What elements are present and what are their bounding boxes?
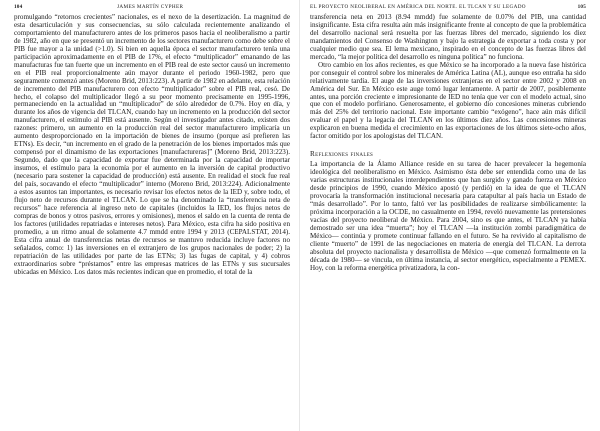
paragraph: promulgando “retornos crecientes” nacionales, es el nexo de la desertización. La magnitud de esta desarticulación y sus consecuencias, su sólo calculada recientemente analizando el comportamiento del manufacturero antes de los primeros pasos hacia el neoliberalismo a partir de 1982, año en que se presentó un incremento de los sectores manufacturero como debe sobre el PIB fue mayor a la unidad (>1.0). Si bien en aquella época el sector manufacturero tenía una participación aproximadamente en el PIB de 17%, el efecto “multiplicador” emanando de las manufacturas fue tan fuerte que un incremento en el PIB real de este sector causó un incremento en el PIB real proporcionalmente aún mayor durante el periodo 1960-1982, pero que seguramente comenzó antes (Moreno Brid, 2013:223). A partir de 1982 en adelante, esta relación de incremento del PIB manufacturero con efecto “multiplicador” sobre el PIB real, cesó. De hecho, el colapso del multiplicador llegó a su peor momento precisamente en 1995-1996, permaneciendo en la actualidad un “multiplicador” de sólo alrededor de 0.7%. Hoy en día, y durante los años de vigencia del TLCAN, cuando hay un incremento en la producción del sector manufacturero, el estímulo al PIB está ausente. Según el investigador antes citado, existen dos razones: primero, un aumento en la producción real del sector manufacturero implicaría un aumento desproporcionado en la importación de bienes de insumo (porque así prefieren las ETNs). Es decir, “un incremento en el grado de la penetración de los bienes importados más que compensó por el dinamismo de las exportaciones [manufactureras]” (Moreno Brid, 2013:223). Segundo, dado que la capacidad de exportar fue determinada por la capacidad de importar insumos, el estímulo para la economía por el aumento en la inversión de capital productivo (necesario para sostener la capacidad de producción) está ausente. En realidad el stock fue real del país, socavando el efecto “multiplicador” interno (Moreno Brid, 2013:224). Adicionalmente a estos asuntos tan importantes, es necesario revisar los efectos netos de la IED y, sobre todo, el flujo neto de recursos durante el TLCAN. Lo que se ha denominado la “transferencia neta de recursos” hace referencia al ingreso neto de capitales (incluidos la IED, los flujos netos de compras de bonos y otros pasivos, errores y omisiones), menos el saldo en la cuenta de renta de los factores (utilidades repatriadas e intereses netos). Para México, esta cifra ha sido positiva en promedio, a un ritmo anual de solamente 4.7 mmdd entre 1994 y 2013 (CEPALSTAT, 2014). Esta cifra anual de transferencias netas de recursos se mantuvo reducida incluye factores no señalados, como: 1) las inversiones en el extranjero de los grupos nacionales de poder; 2) la repatriación de las utilidades por parte de las ETNs; 3) las fugas de capital, y 4) cobros extraordinarios sobre “préstamos” entre las empresas matrices de las ETNs y sus sucursales ubicadas en México. Los datos más recientes indican que en promedio, el total de la: [14, 13, 290, 276]
section-heading: Reflexiones finales: [310, 150, 374, 159]
right-page: [300, 0, 600, 431]
left-page-number: 104: [14, 4, 23, 10]
paragraph: La importancia de la Álamo Alliance reside en su tarea de hacer prevalecer la hegemonía ideológica del neoliberalismo en México. Asimismo ésta debe ser entendida como una de las varias estructuras institucionales interdependientes que han surgido y ganado fuerza en México desde principios de 1990, cuando México apostó (y perdió) en la idea de que el TLCAN provocaría la transformación institucional necesaria para catapultar al país hacia un Estado de “más desarrollado”. Por lo tanto, faltó ver las posibilidades de realizarse simbólicamente: la próxima incorporación a la OCDE, no casualmente en 1994, reveló nuevamente las pretensiones vacías del proyecto neoliberal de México. Para 2004, sino es que antes, el TLCAN ya había demostrado ser una idea “muerta”; hoy el TLCAN —la institución zombi paradigmática de México— continúa y promete continuar fallando en el futuro. Se ha revivido al capitalismo de cliente “muerto” de 1991 de las negociaciones en materia de energía del TLCAN. La derrota absoluta del proyecto nacionalista y desarrollista de México —que comenzó formalmente en la década de 1980— se vincula, en última instancia, al sector energético, especialmente a PEMEX. Hoy, con la reforma energética privatizadora, la con-: [310, 160, 586, 272]
paragraph: transferencia neta en 2013 (8.94 mmdd) fue solamente de 0.07% del PIB, una cantidad insignificante. Esta cifra resulta aún más insignificante frente al concepto de que la problemática del desarrollo nacional será resuelta por las fuerzas libres del mercado, siguiendo los diez mandamientos del Consenso de Washington y bajo la estrategia de exportar a toda costa y por cualquier medio que sea. El lema mexicano, inspirado en el concepto de las fuerzas libres del mercado, “la mejor política del desarrollo es ninguna política” no funciona.: [310, 13, 586, 61]
right-running-head: EL PROYECTO NEOLIBERAL EN AMÉRICA DEL NORTE. EL TLCAN Y SU LEGADO: [310, 4, 526, 10]
right-page-number: 105: [577, 4, 586, 10]
right-body-text: [310, 14, 586, 273]
left-running-head: JAMES MARTÍN CYPHER: [117, 4, 184, 10]
left-body-text: [14, 14, 290, 276]
paragraph: Otro cambio en los años recientes, es que México se ha incorporado a la nueva fase histórica por conseguir el control sobre los minerales de América Latina (AL), aunque eso entraña ha sido relativamente tardía. El auge de las inversiones extranjeras en el sector entre 2002 y 2008 en América del Sur. En México este auge tomó lugar lentamente. A partir de 2007, posiblemente antes, una porción creciente e impresionante de IED no tenía que ver con el modelo actual, sino que con el modelo porfiriano. Generosamente, el gobierno dio concesiones mineras cubriendo más del 25% del territorio nacional. Este importante cambio “exógeno”, hace aún más difícil evaluar el papel y la legacía del TLCAN en los últimos diez años. Las concesiones mineras explicaron en buena medida el crecimiento en las exportaciones de los últimos siete-ocho años, factor omitido por los apologistas del TLCAN.: [310, 60, 586, 141]
